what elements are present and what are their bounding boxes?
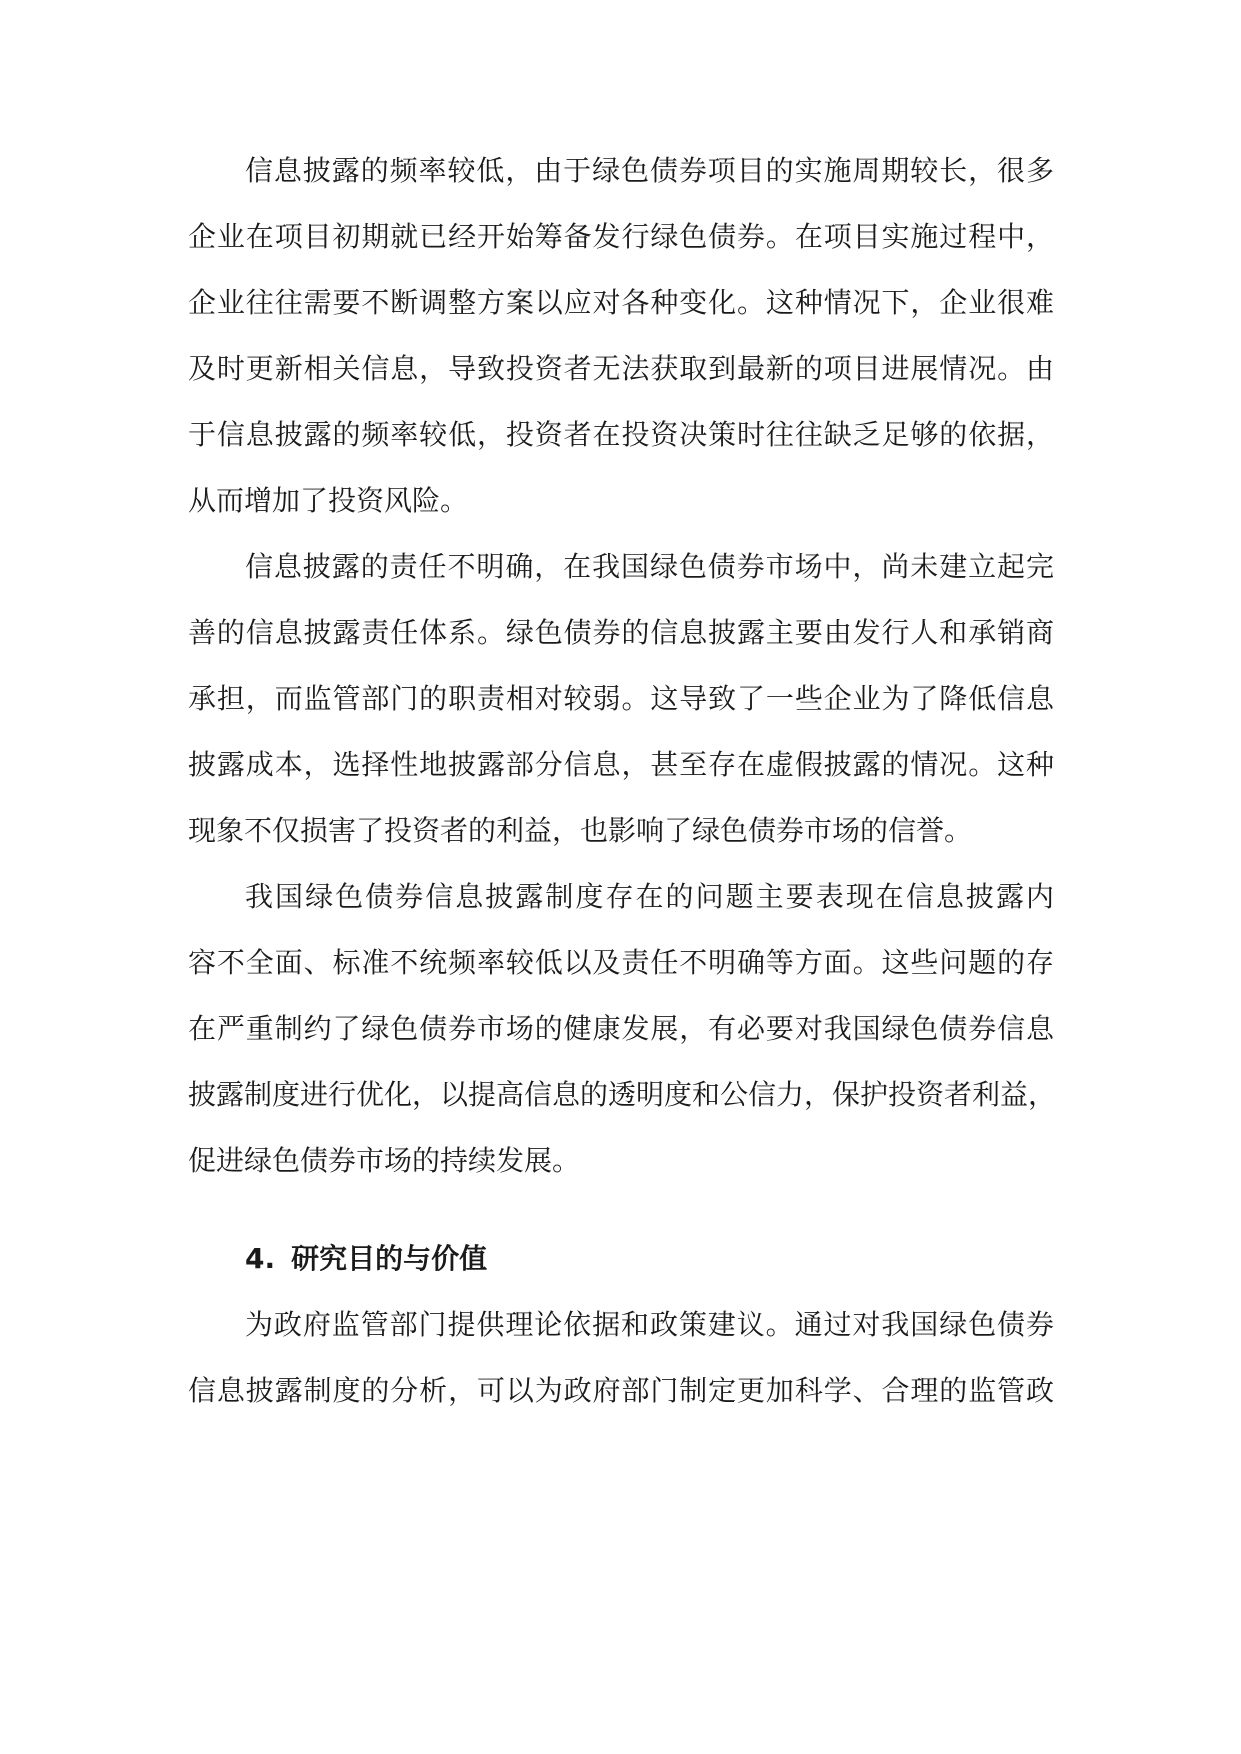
text-line: 信息披露的频率较低，由于绿色债券项目的实施周期较长，很多 [245,154,1054,187]
text-line: 善的信息披露责任体系。绿色债券的信息披露主要由发行人和承销商 [188,616,1054,649]
paragraph-disclosure-frequency [188,138,1054,534]
text-line: 披露成本，选择性地披露部分信息，甚至存在虚假披露的情况。这种 [188,748,1054,781]
text-line: 于信息披露的频率较低，投资者在投资决策时往往缺乏足够的依据， [188,418,1054,451]
text-line: 为政府监管部门提供理论依据和政策建议。通过对我国绿色债券 [245,1308,1054,1341]
paragraph-disclosure-responsibility [188,534,1054,864]
paragraph-research-value [188,1292,1054,1424]
text-line: 我国绿色债券信息披露制度存在的问题主要表现在信息披露内 [245,880,1054,913]
text-line: 信息披露制度的分析，可以为政府部门制定更加科学、合理的监管政 [188,1374,1054,1407]
section-title: 研究目的与价值 [291,1242,488,1275]
text-line: 信息披露的责任不明确，在我国绿色债券市场中，尚未建立起完 [245,550,1054,583]
text-line: 披露制度进行优化，以提高信息的透明度和公信力，保护投资者利益， [188,1078,1057,1111]
text-line: 企业在项目初期就已经开始筹备发行绿色债券。在项目实施过程中， [188,220,1054,253]
section-heading [188,1226,1054,1292]
text-line: 承担，而监管部门的职责相对较弱。这导致了一些企业为了降低信息 [188,682,1054,715]
text-line: 从而增加了投资风险。 [188,484,469,517]
text-line: 企业往往需要不断调整方案以应对各种变化。这种情况下，企业很难 [188,286,1054,319]
text-line: 促进绿色债券市场的持续发展。 [188,1144,581,1177]
text-line: 现象不仅损害了投资者的利益，也影响了绿色债券市场的信誉。 [188,814,973,847]
text-line: 在严重制约了绿色债券市场的健康发展，有必要对我国绿色债券信息 [188,1012,1054,1045]
document-body [188,138,1057,1424]
paragraph-problem-summary [188,864,1057,1194]
text-line: 容不全面、标准不统频率较低以及责任不明确等方面。这些问题的存 [188,946,1054,979]
text-line: 及时更新相关信息，导致投资者无法获取到最新的项目进展情况。由 [188,352,1054,385]
section-number: 4. [245,1242,276,1275]
